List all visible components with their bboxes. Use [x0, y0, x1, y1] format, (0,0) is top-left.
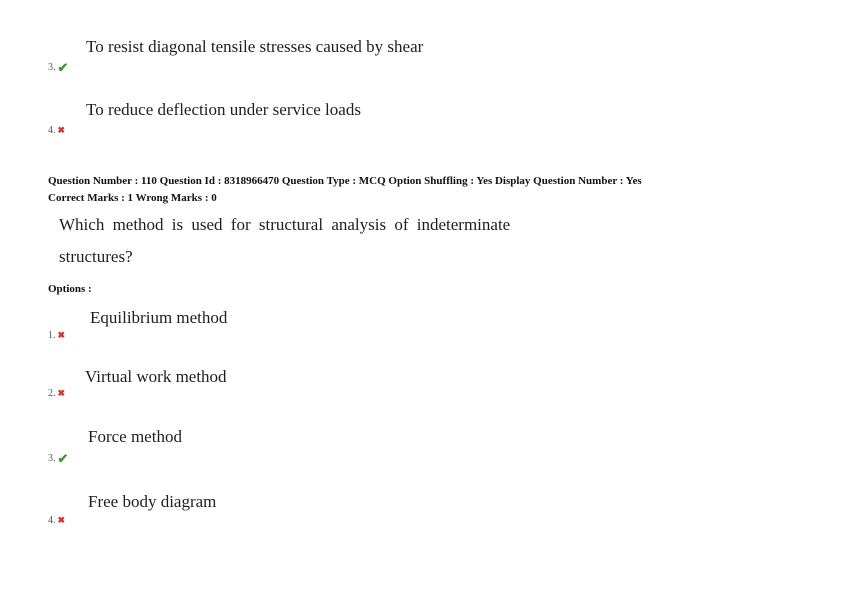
- option-number-label: 4.: [48, 125, 56, 136]
- option-number-label: 3.: [48, 453, 56, 464]
- option-number: [48, 125, 65, 136]
- option-number: [48, 452, 68, 465]
- question-meta: Question Number : 110 Question Id : 8318966470 Question Type : MCQ Option Shuffling : Yes Display Question Number : Yes: [48, 175, 642, 187]
- option-text: Virtual work method: [85, 367, 227, 386]
- check-icon: ✔: [57, 60, 69, 75]
- cross-icon: ✖: [57, 125, 66, 135]
- cross-icon: ✖: [57, 330, 66, 340]
- question-marks: Correct Marks : 1 Wrong Marks : 0: [48, 192, 217, 204]
- option-number-label: 1.: [48, 330, 56, 341]
- cross-icon: ✖: [57, 388, 66, 398]
- option-text: Free body diagram: [88, 492, 217, 511]
- check-icon: ✔: [57, 451, 69, 466]
- option-text: Force method: [88, 427, 182, 446]
- option-number: [48, 61, 68, 74]
- cross-icon: ✖: [57, 515, 66, 525]
- option-text: To resist diagonal tensile stresses caused by shear: [86, 37, 424, 56]
- option-number-label: 2.: [48, 388, 56, 399]
- option-text: Equilibrium method: [90, 308, 228, 327]
- options-label: Options :: [48, 283, 92, 295]
- question-text-line-1: Which method is used for structural analysis of indeterminate: [59, 215, 511, 234]
- question-text-line-2: structures?: [59, 247, 133, 266]
- option-number-label: 4.: [48, 515, 56, 526]
- option-number: [48, 330, 65, 341]
- option-number: [48, 515, 65, 526]
- option-number-label: 3.: [48, 62, 56, 73]
- option-text: To reduce deflection under service loads: [86, 100, 361, 119]
- option-number: [48, 388, 65, 399]
